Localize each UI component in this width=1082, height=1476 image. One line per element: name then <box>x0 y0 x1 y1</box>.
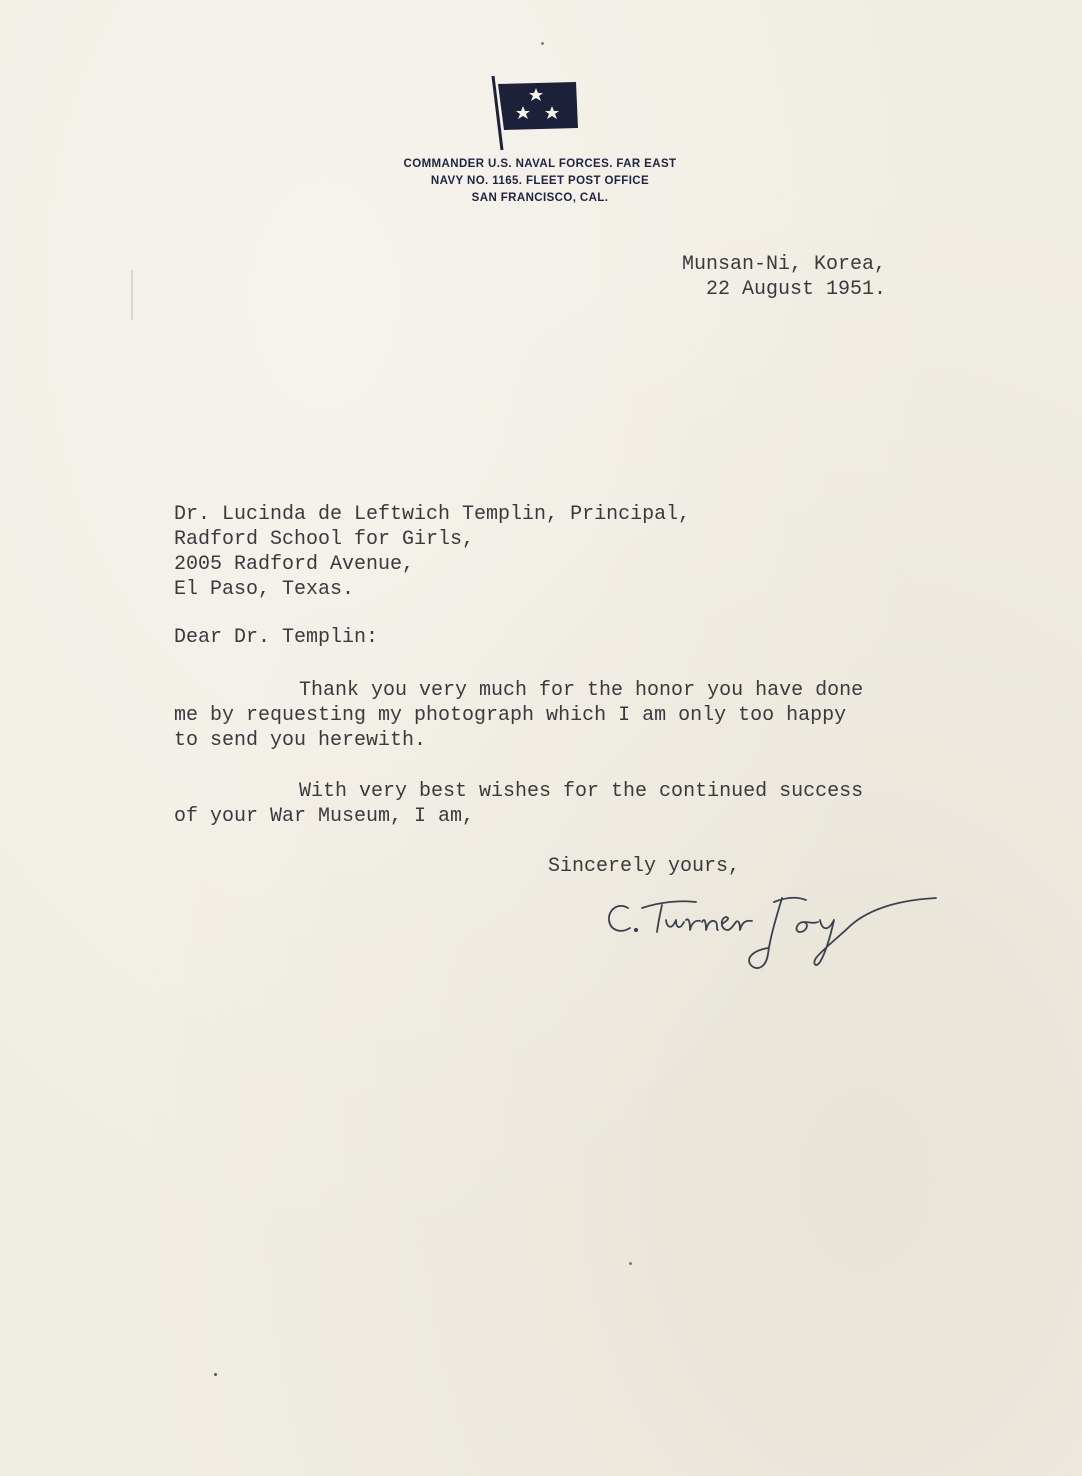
letterhead <box>340 156 740 207</box>
salutation: Dear Dr. Templin: <box>174 626 379 649</box>
handwritten-signature <box>600 878 950 978</box>
paper-speck <box>629 1262 632 1265</box>
recipient-name: Dr. Lucinda de Leftwich Templin, Principal, <box>174 503 691 526</box>
letterhead-line-2: NAVY NO. 1165. FLEET POST OFFICE <box>430 175 650 187</box>
dateline-date: 22 August 1951. <box>705 278 886 301</box>
body-p1-line-1: Thank you very much for the honor you have done <box>299 679 864 702</box>
paper-crease <box>131 270 133 320</box>
letterhead-line-3: SAN FRANCISCO, CAL. <box>471 192 609 204</box>
dateline <box>682 252 886 302</box>
letterhead-line-1: COMMANDER U.S. NAVAL FORCES. FAR EAST <box>403 158 677 170</box>
body-p1-line-2: me by requesting my photograph which I am only too happy <box>174 704 847 727</box>
three-star-flag-icon <box>488 72 583 152</box>
dateline-place: Munsan-Ni, Korea, <box>681 253 886 276</box>
recipient-city: El Paso, Texas. <box>174 578 355 601</box>
body-paragraph-2 <box>174 779 863 829</box>
paper-speck <box>214 1373 217 1376</box>
body-paragraph-1 <box>174 678 863 753</box>
body-p1-line-3: to send you herewith. <box>174 729 427 752</box>
body-p2-line-2: of your War Museum, I am, <box>174 805 475 828</box>
recipient-school: Radford School for Girls, <box>174 528 475 551</box>
recipient-street: 2005 Radford Avenue, <box>174 553 415 576</box>
recipient-address <box>174 502 690 602</box>
closing: Sincerely yours, <box>548 855 741 878</box>
body-p2-line-1: With very best wishes for the continued success <box>299 780 864 803</box>
paper-speck <box>541 42 544 45</box>
